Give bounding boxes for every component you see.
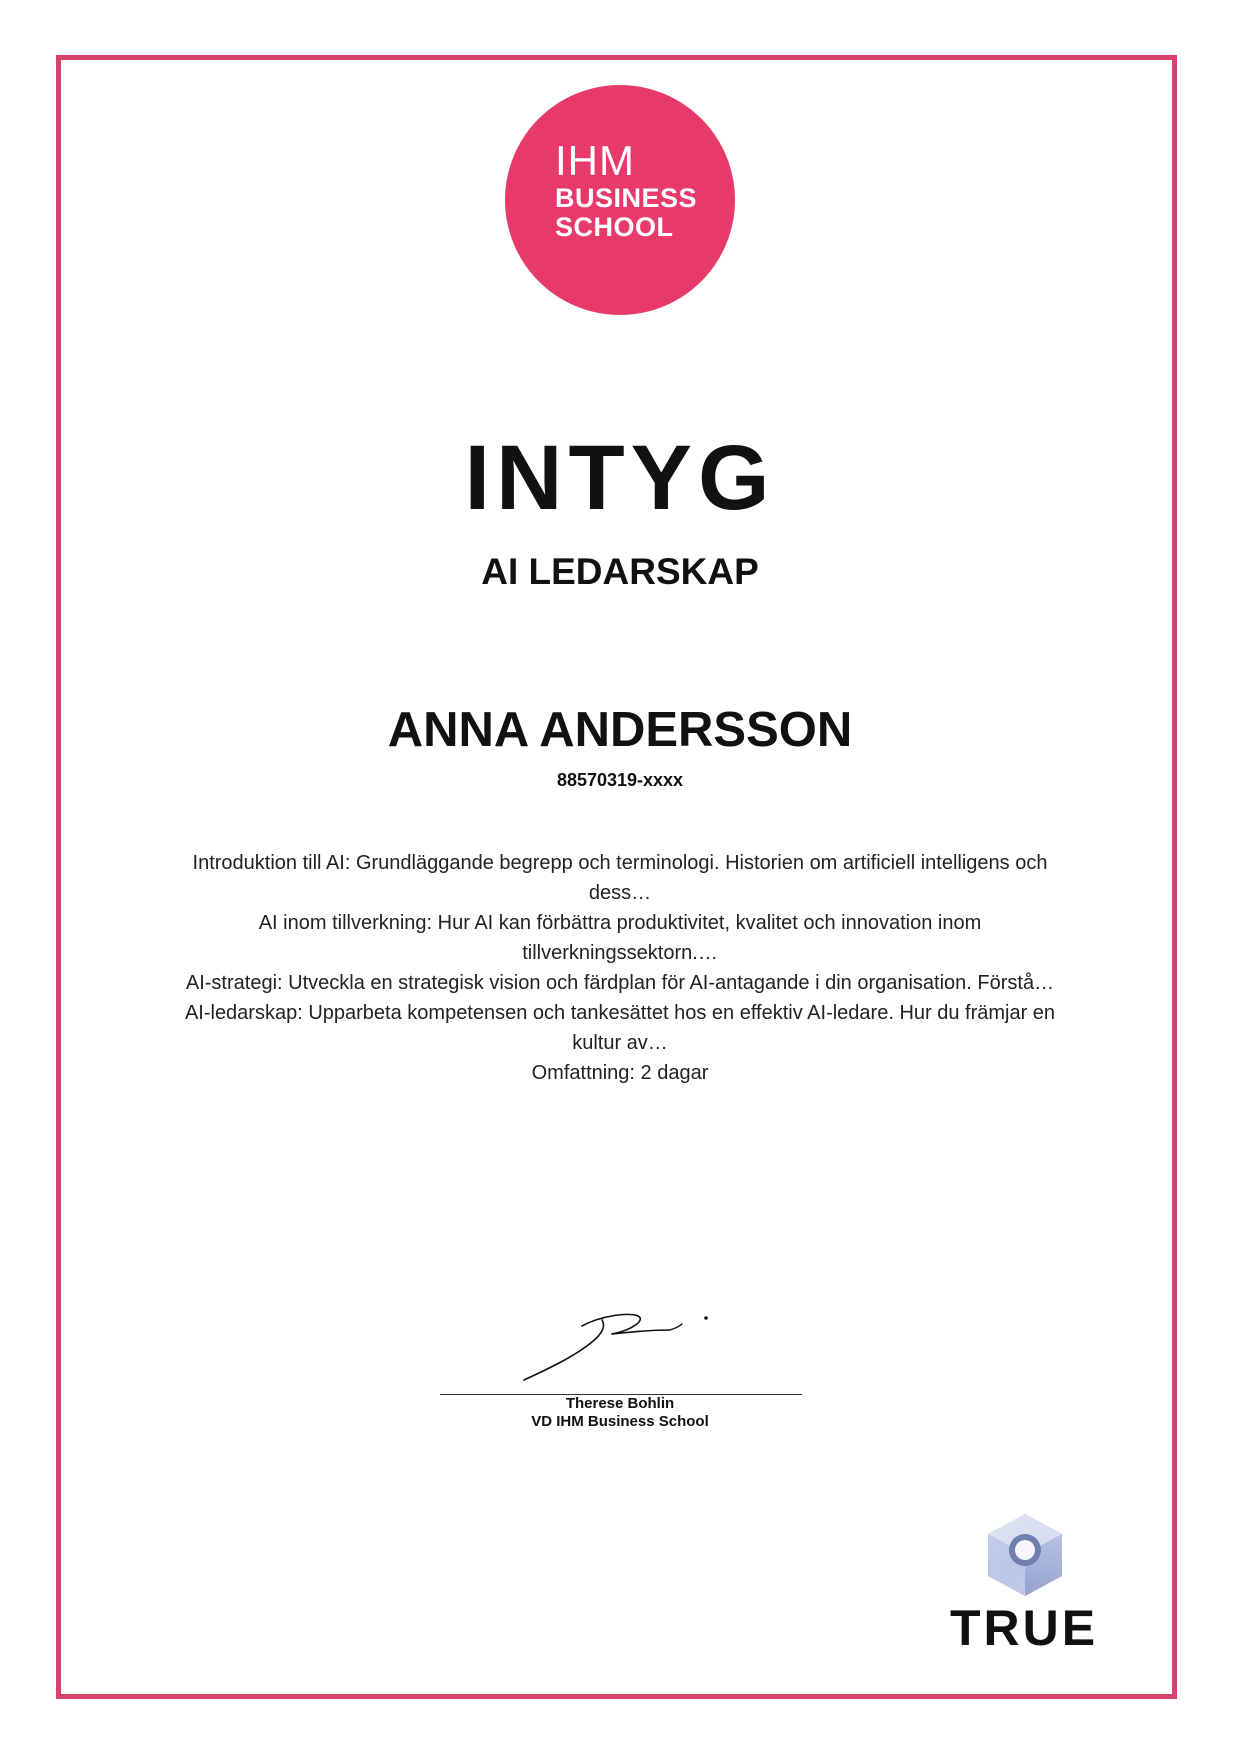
course-title: AI LEDARSKAP: [481, 551, 759, 592]
description-line: Introduktion till AI: Grundläggande begrepp och terminologi. Historien om artificiell intelligens och dess…: [192, 852, 1048, 904]
hexagon-cube-icon: [980, 1510, 1070, 1600]
handwritten-signature: [520, 1308, 720, 1388]
logo-text: [555, 137, 698, 242]
course-description: [160, 848, 1080, 1088]
logo-line-school: SCHOOL: [555, 212, 674, 242]
recipient-id: 88570319-xxxx: [556, 770, 684, 790]
signer-role: VD IHM Business School: [531, 1413, 709, 1430]
description-line: AI-strategi: Utveckla en strategisk vision och färdplan för AI-antagande i din organisation. Förstå…: [185, 972, 1055, 994]
logo-line-ihm: IHM: [555, 137, 635, 184]
true-logo-text: TRUE: [949, 1600, 1099, 1656]
description-line: AI-ledarskap: Upparbeta kompetensen och tankesättet hos en effektiv AI-ledare. Hur du främjar en kultur av…: [184, 1002, 1056, 1054]
duration-line: Omfattning: 2 dagar: [531, 1062, 709, 1084]
ihm-business-school-logo: [505, 85, 735, 315]
signer-name: Therese Bohlin: [565, 1395, 675, 1412]
description-line: AI inom tillverkning: Hur AI kan förbättra produktivitet, kvalitet och innovation inom tillverkningssektorn.…: [258, 912, 982, 964]
certificate-title: INTYG: [464, 427, 776, 529]
logo-line-business: BUSINESS: [555, 183, 698, 213]
recipient-name: ANNA ANDERSSON: [387, 703, 853, 757]
